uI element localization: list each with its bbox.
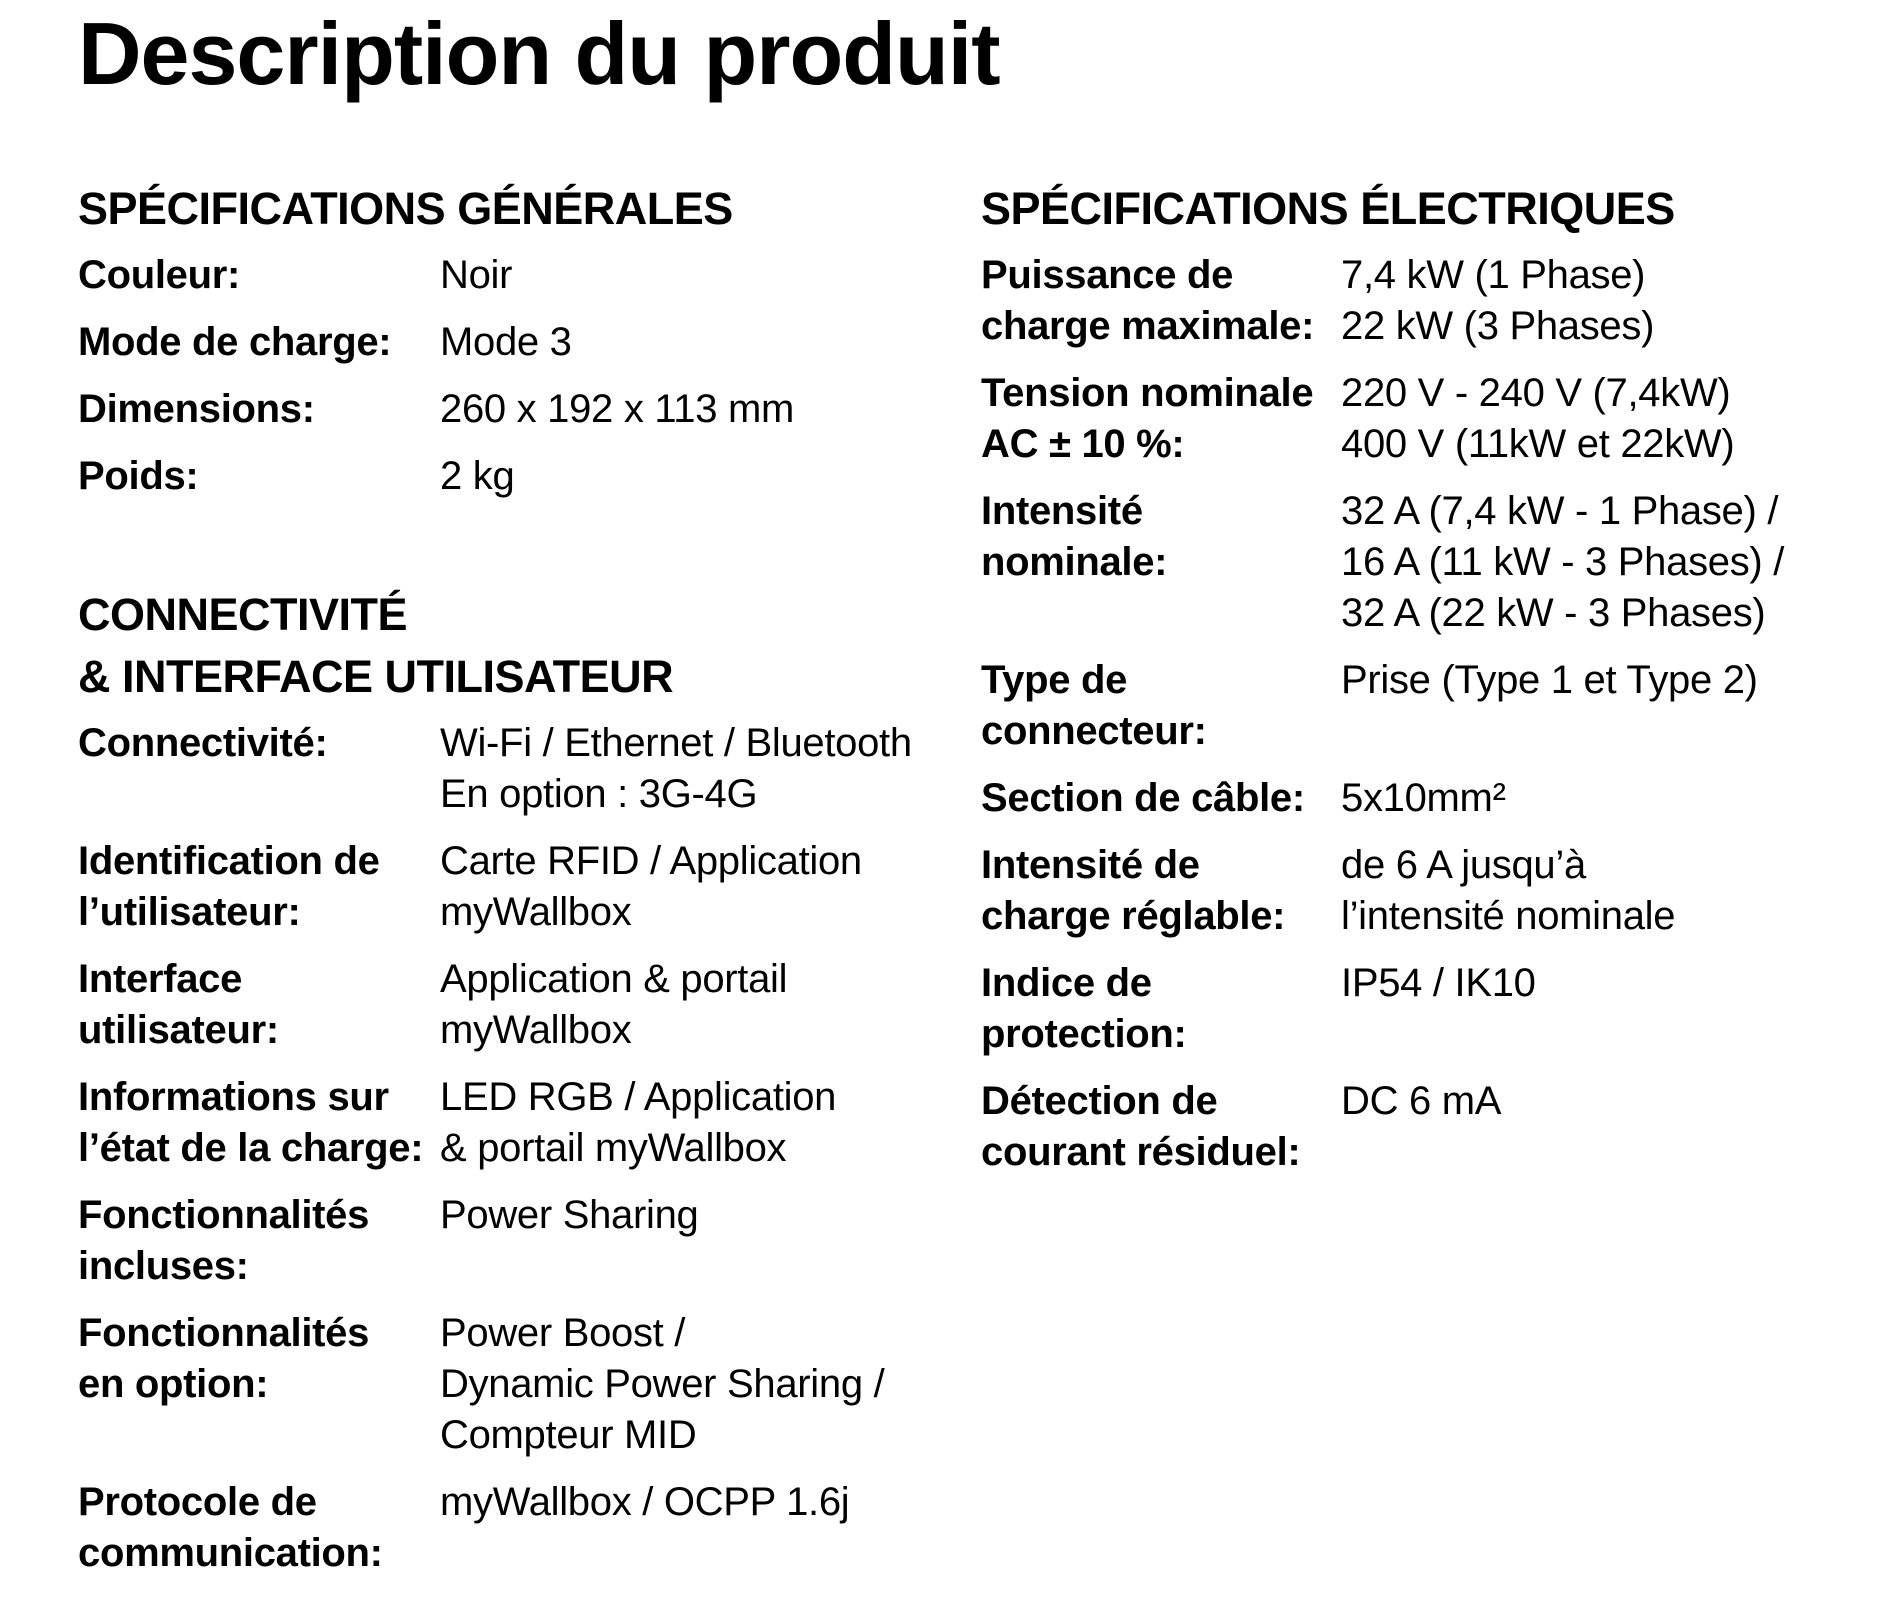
connectivity-heading-line2: & INTERFACE UTILISATEUR <box>78 651 674 702</box>
spec-label: Intensité de charge réglable: <box>981 843 1286 938</box>
spec-label: Identification de l’utilisateur: <box>78 839 380 934</box>
spec-value: IP54 / IK10 <box>1341 961 1536 1005</box>
spec-value: Power Boost / Dynamic Power Sharing / Compteur MID <box>440 1311 885 1457</box>
spec-row-adjustable-current <box>981 840 1861 942</box>
right-column <box>981 178 1861 1178</box>
spec-row-connectivity <box>78 718 948 820</box>
spec-value: myWallbox / OCPP 1.6j <box>440 1480 850 1524</box>
spec-label: Intensité nominale: <box>981 489 1168 584</box>
spec-value: 32 A (7,4 kW - 1 Phase) / 16 A (11 kW - 3 Phases) / 32 A (22 kW - 3 Phases) <box>1341 489 1785 635</box>
spec-label: Interface utilisateur: <box>78 957 279 1052</box>
spec-row-dimensions <box>78 384 948 435</box>
spec-label: Poids: <box>78 454 199 498</box>
spec-row-optional-features <box>78 1308 948 1461</box>
spec-label: Type de connecteur: <box>981 658 1207 753</box>
spec-value: DC 6 mA <box>1341 1079 1502 1123</box>
spec-value: Wi-Fi / Ethernet / Bluetooth En option : 3G-4G <box>440 721 912 816</box>
spec-value: Power Sharing <box>440 1193 699 1237</box>
spec-row-nominal-voltage <box>981 368 1861 470</box>
spec-value: 260 x 192 x 113 mm <box>440 387 795 431</box>
spec-value: Carte RFID / Application myWallbox <box>440 839 862 934</box>
spec-row-user-identification <box>78 836 948 938</box>
spec-label: Puissance de charge maximale: <box>981 253 1315 348</box>
spec-value: Noir <box>440 253 513 297</box>
spec-label: Fonctionnalités incluses: <box>78 1193 370 1288</box>
electrical-specs-heading: SPÉCIFICATIONS ÉLECTRIQUES <box>981 183 1675 234</box>
spec-row-connector-type <box>981 655 1861 757</box>
spec-row-communication-protocol <box>78 1477 948 1579</box>
spec-row-protection-rating <box>981 958 1861 1060</box>
spec-label: Dimensions: <box>78 387 315 431</box>
spec-label: Détection de courant résiduel: <box>981 1079 1301 1174</box>
general-specs-heading: SPÉCIFICATIONS GÉNÉRALES <box>78 183 733 234</box>
spec-row-max-charge-power <box>981 250 1861 352</box>
spec-value: 5x10mm² <box>1341 776 1506 820</box>
spec-label: Informations sur l’état de la charge: <box>78 1075 424 1170</box>
electrical-specs-list <box>981 250 1861 1178</box>
spec-value: de 6 A jusqu’à l’intensité nominale <box>1341 843 1676 938</box>
spec-label: Indice de protection: <box>981 961 1187 1056</box>
spec-row-user-interface <box>78 954 948 1056</box>
spec-row-weight <box>78 451 948 502</box>
spec-row-cable-section <box>981 773 1861 824</box>
spec-value: 220 V - 240 V (7,4kW) 400 V (11kW et 22kW) <box>1341 371 1735 466</box>
general-specs-list <box>78 250 948 502</box>
connectivity-specs-list <box>78 718 948 1579</box>
spec-value: LED RGB / Application & portail myWallbox <box>440 1075 837 1170</box>
left-column <box>78 178 948 1579</box>
spec-label: Tension nominale AC ± 10 %: <box>981 371 1314 466</box>
spec-value: Prise (Type 1 et Type 2) <box>1341 658 1758 702</box>
spec-row-charge-mode <box>78 317 948 368</box>
page-title: Description du produit <box>78 4 1000 103</box>
spec-row-color <box>78 250 948 301</box>
spec-row-residual-current-detection <box>981 1076 1861 1178</box>
spec-row-charge-status-info <box>78 1072 948 1174</box>
spec-label: Protocole de communication: <box>78 1480 383 1575</box>
connectivity-heading-line1: CONNECTIVITÉ <box>78 589 408 640</box>
spec-row-nominal-current <box>981 486 1861 639</box>
spec-value: 7,4 kW (1 Phase) 22 kW (3 Phases) <box>1341 253 1655 348</box>
spec-label: Fonctionnalités en option: <box>78 1311 370 1406</box>
spec-value: 2 kg <box>440 454 515 498</box>
spec-label: Couleur: <box>78 253 241 297</box>
spec-label: Mode de charge: <box>78 320 392 364</box>
spec-value: Mode 3 <box>440 320 572 364</box>
spec-label: Section de câble: <box>981 776 1305 820</box>
spec-row-included-features <box>78 1190 948 1292</box>
connectivity-heading <box>78 584 948 708</box>
spec-value: Application & portail myWallbox <box>440 957 788 1052</box>
spec-label: Connectivité: <box>78 721 328 765</box>
